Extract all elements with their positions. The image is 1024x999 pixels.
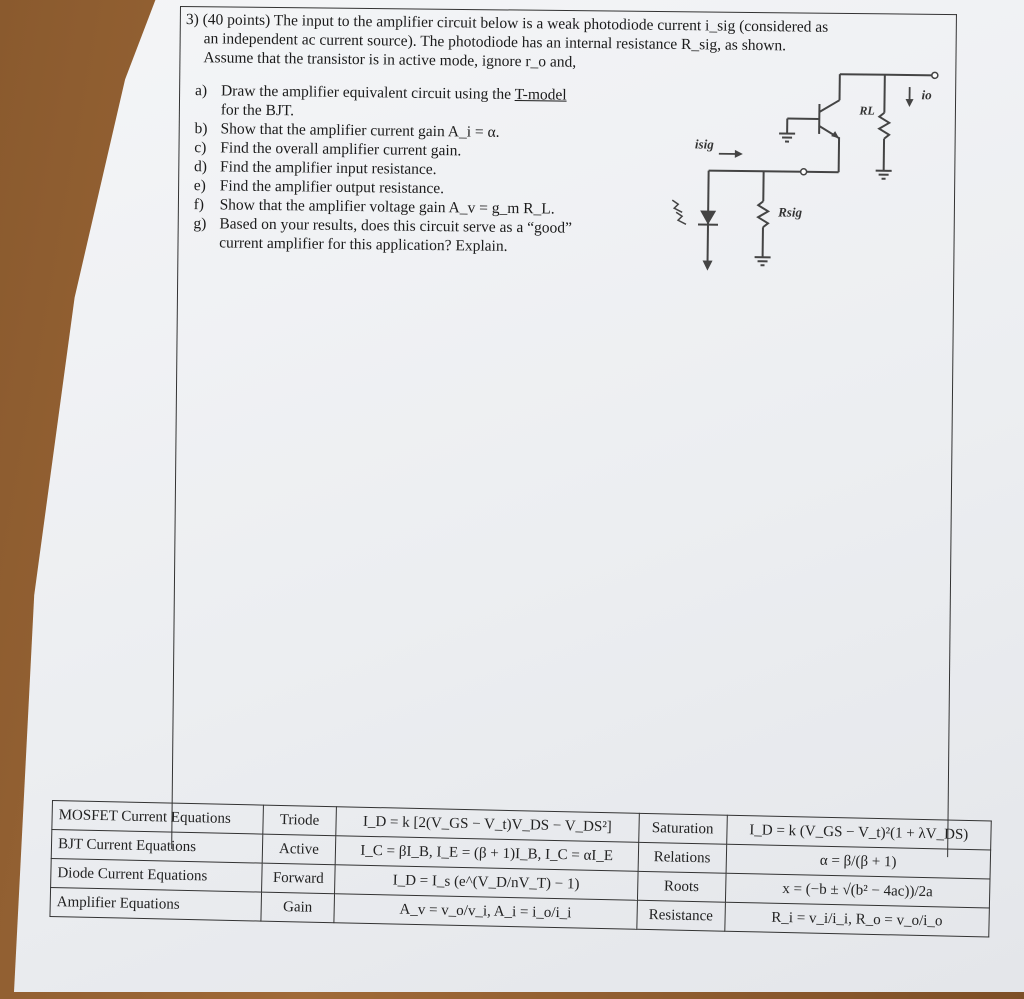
mode-cell: Relations: [638, 842, 727, 873]
mode-cell: Triode: [263, 805, 336, 836]
row-label: BJT Current Equations: [51, 830, 263, 864]
row-label: MOSFET Current Equations: [52, 801, 264, 835]
equations-table: [49, 800, 991, 937]
equation-cell: R_i = v_i/i_i, R_o = v_o/i_o: [724, 902, 989, 937]
rl-label: RL: [859, 103, 875, 118]
part-b: b) Show that the amplifier current gain A_i = α.: [194, 120, 500, 141]
mode-cell: Forward: [262, 863, 335, 894]
io-label: io: [921, 87, 932, 103]
equation-cell: I_D = I_s (e^(V_D/nV_T) − 1): [334, 865, 637, 901]
row-label: Amplifier Equations: [50, 887, 262, 921]
equation-cell: A_v = v_o/v_i, A_i = i_o/i_i: [334, 894, 637, 930]
prompt-line-3: Assume that the transistor is in active mode, ignore r_o and,: [203, 49, 577, 71]
isig-label: isig: [694, 136, 714, 152]
part-d: d) Find the amplifier input resistance.: [193, 158, 437, 179]
prompt-line-1: 3) (40 points) The input to the amplifier circuit below is a weak photodiode current i_sig (considered as: [185, 10, 829, 36]
part-f: f) Show that the amplifier voltage gain A_v = g_m R_L.: [193, 196, 555, 218]
mode-cell: Resistance: [637, 900, 726, 931]
equation-cell: I_D = k (V_GS − V_t)²(1 + λV_DS): [726, 815, 991, 850]
mode-cell: Roots: [637, 871, 726, 902]
mode-cell: Active: [262, 834, 335, 865]
amplifier-circuit: [657, 60, 960, 284]
t-model-term: T-model: [514, 86, 567, 104]
mode-cell: Saturation: [638, 813, 727, 844]
row-label: Diode Current Equations: [51, 858, 263, 892]
equation-cell: I_D = k [2(V_GS − V_t)V_DS − V_DS²]: [336, 807, 639, 843]
part-a: a) Draw the amplifier equivalent circuit using the T-model for the BJT.: [194, 82, 567, 120]
mode-cell: Gain: [261, 892, 334, 923]
part-c: c) Find the overall amplifier current gain.: [194, 139, 462, 160]
prompt-line-2: an independent ac current source). The photodiode has an internal resistance R_sig, as shown.: [203, 30, 787, 55]
equation-cell: α = β/(β + 1): [726, 844, 991, 879]
part-e: e) Find the amplifier output resistance.: [193, 177, 445, 198]
question-parts: [193, 81, 645, 257]
equation-cell: I_C = βI_B, I_E = (β + 1)I_B, I_C = αI_E: [335, 836, 638, 872]
part-g: g) Based on your results, does this circuit serve as a “good” current amplifier for this application? Explain.: [193, 215, 573, 255]
equation-cell: x = (−b ± √(b² − 4ac))/2a: [725, 873, 990, 908]
rsig-label: Rsig: [778, 204, 803, 220]
